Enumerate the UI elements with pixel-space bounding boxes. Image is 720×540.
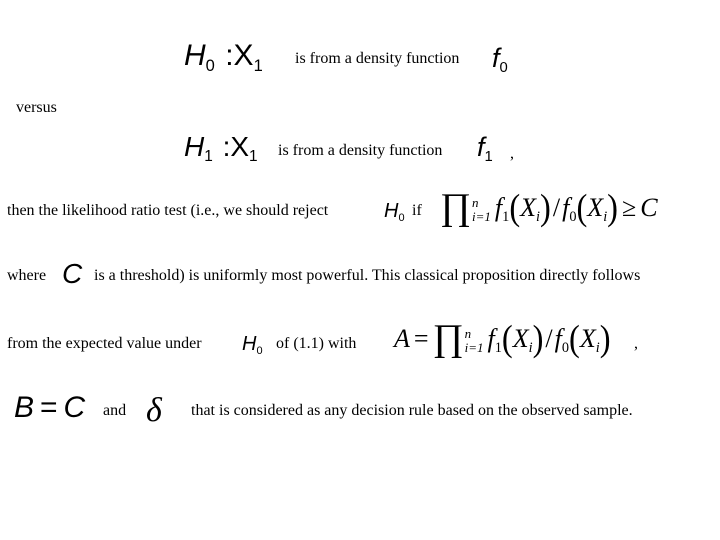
reject-index: 0 bbox=[398, 211, 405, 224]
denominator-f: f bbox=[562, 192, 570, 222]
slash: / bbox=[552, 192, 561, 222]
threshold-symbol bbox=[62, 260, 82, 288]
under-h: H bbox=[242, 333, 257, 355]
reject-symbol bbox=[384, 200, 405, 224]
close-paren-3: ) bbox=[532, 317, 544, 360]
decision-rule-text: that is considered as any decision rule based on the observed sample. bbox=[191, 402, 633, 419]
h0-description: is from a density function bbox=[295, 50, 460, 67]
expected-text-2: of (1.1) with bbox=[276, 335, 357, 352]
c-symbol: C bbox=[63, 391, 86, 424]
likelihood-ratio-formula bbox=[440, 186, 658, 229]
b-equals-c bbox=[14, 393, 85, 423]
x-index-3: i bbox=[528, 339, 533, 356]
h0-variable: X bbox=[233, 39, 254, 72]
close-paren-1: ) bbox=[540, 186, 551, 229]
close-paren-2: ) bbox=[607, 186, 618, 229]
h0-colon: : bbox=[225, 39, 234, 72]
likelihood-text: then the likelihood ratio test (i.e., we should reject bbox=[7, 202, 329, 219]
h0-density-index: 0 bbox=[499, 60, 508, 77]
x-var-4: X bbox=[579, 323, 596, 353]
product-upper: n bbox=[472, 195, 479, 211]
h1-description: is from a density function bbox=[278, 142, 443, 159]
product-symbol: ∏ bbox=[440, 186, 472, 229]
h1-variable: X bbox=[230, 131, 250, 162]
a-definition-formula bbox=[394, 317, 611, 360]
h1-variable-index: 1 bbox=[249, 148, 258, 166]
h0-statement bbox=[184, 39, 263, 75]
where-text: where bbox=[7, 267, 47, 284]
expected-text: from the expected value under bbox=[7, 335, 202, 352]
product-symbol-2: ∏ bbox=[432, 317, 464, 360]
b-symbol: B bbox=[14, 391, 35, 424]
h0-density bbox=[492, 43, 508, 77]
h1-density bbox=[477, 132, 493, 166]
ge-symbol: ≥ bbox=[622, 192, 637, 222]
product-limits bbox=[472, 196, 491, 223]
product-lower: i=1 bbox=[472, 208, 491, 224]
denominator-index: 0 bbox=[569, 208, 577, 225]
h0-index: 0 bbox=[205, 56, 215, 75]
versus-text: versus bbox=[16, 99, 57, 116]
h0-variable-index: 1 bbox=[253, 56, 263, 75]
numerator-f-2: f bbox=[487, 323, 495, 353]
denominator-f-2: f bbox=[554, 323, 562, 353]
product-upper-2: n bbox=[464, 326, 472, 342]
h1-index: 1 bbox=[204, 148, 213, 166]
threshold-text: is a threshold) is uniformly most powerful. This classical proposition directly follows bbox=[94, 267, 641, 284]
close-paren-4: ) bbox=[599, 317, 611, 360]
open-paren-3: ( bbox=[501, 317, 513, 360]
h1-symbol: H bbox=[184, 131, 205, 162]
numerator-index: 1 bbox=[502, 208, 510, 225]
h0-symbol: H bbox=[184, 39, 206, 72]
reject-h: H bbox=[384, 200, 399, 222]
h1-statement bbox=[184, 131, 258, 166]
numerator-f: f bbox=[494, 192, 503, 222]
delta-symbol: δ bbox=[146, 392, 162, 429]
threshold-c-symbol: C bbox=[62, 258, 83, 289]
a-equals: = bbox=[413, 323, 429, 353]
product-lower-2: i=1 bbox=[464, 339, 484, 355]
b-equals: = bbox=[40, 391, 58, 424]
x-var-3: X bbox=[512, 323, 529, 353]
a-trailing-comma: , bbox=[634, 335, 638, 352]
h1-colon: : bbox=[222, 131, 231, 162]
open-paren-4: ( bbox=[569, 317, 580, 360]
under-index: 0 bbox=[256, 344, 263, 357]
numerator-index-2: 1 bbox=[494, 339, 502, 356]
slash-2: / bbox=[545, 323, 553, 353]
x-index-4: i bbox=[595, 339, 600, 356]
under-symbol bbox=[242, 333, 263, 357]
h1-density-index: 1 bbox=[484, 149, 493, 166]
x-var-1: X bbox=[520, 192, 537, 222]
h1-trailing-comma: , bbox=[510, 145, 514, 162]
threshold-c: C bbox=[640, 192, 658, 222]
x-index-1: i bbox=[536, 208, 541, 225]
x-index-2: i bbox=[603, 208, 608, 225]
if-text: if bbox=[412, 202, 422, 219]
open-paren-2: ( bbox=[576, 186, 588, 229]
x-var-2: X bbox=[587, 192, 604, 222]
h1-density-symbol: f bbox=[477, 132, 485, 162]
and-text: and bbox=[103, 402, 127, 419]
open-paren-1: ( bbox=[509, 186, 521, 229]
denominator-index-2: 0 bbox=[561, 339, 570, 356]
product-limits-2 bbox=[465, 327, 484, 354]
a-symbol: A bbox=[394, 323, 410, 353]
h0-density-symbol: f bbox=[492, 43, 500, 73]
